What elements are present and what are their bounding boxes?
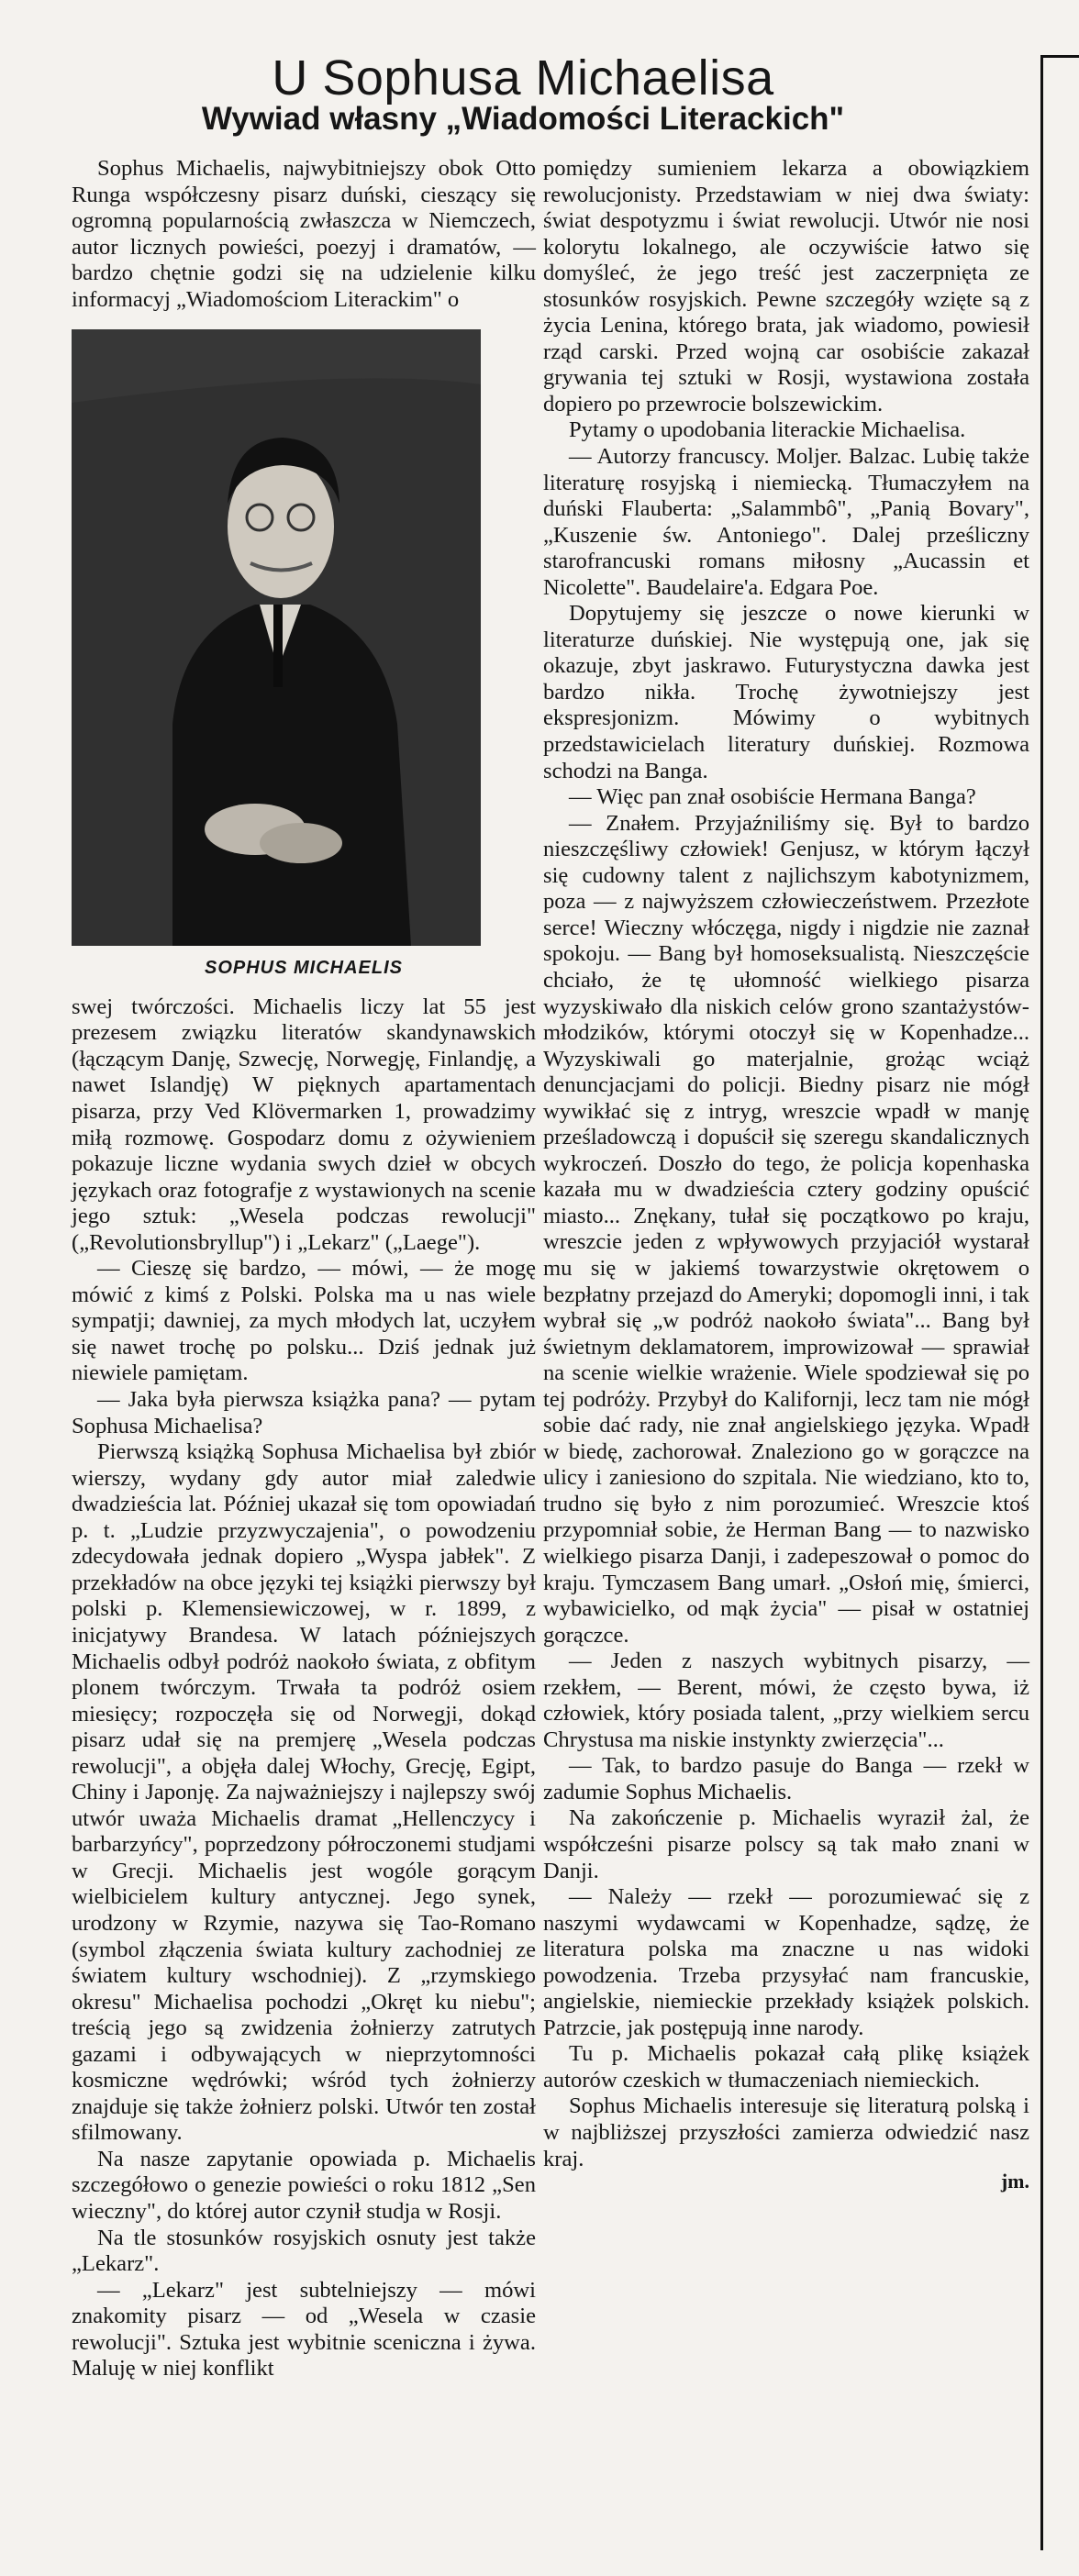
paragraph: — Cieszę się bardzo, — mówi, — że mogę mówić z kimś z Polski. Polska ma u nas wiele sympatji; dawniej, za mych młodych lat, uczyłem się nawet trochę po polsku... Dziś jednak już niewiele pamiętam.	[72, 1256, 536, 1386]
paragraph: swej twórczości. Michaelis liczy lat 55 jest prezesem związku literatów skandynawskich (łączącym Danję, Szwecję, Norwegję, Finlandję, a nawet Islandję) W pięknych apartamentach pisarza, przy Ved Klövermarken 1, prowadzimy miłą rozmowę. Gospodarz domu z ożywieniem pokazuje liczne wydania swych dzieł w obcych językach oraz fotografje z wystawionych na scenie jego sztuk: „Wesela podczas rewolucji" („Revolutionsbryllup") i „Lekarz" („Laege").	[72, 994, 536, 1255]
paragraph: Tu p. Michaelis pokazał całą plikę książek autorów czeskich w tłumaczeniach niemieckich.	[543, 2041, 1029, 2093]
paragraph: — Więc pan znał osobiście Hermana Banga?	[569, 784, 976, 810]
left-intro	[72, 156, 536, 313]
author-portrait-photo	[72, 329, 481, 946]
top-border-line	[1040, 55, 1079, 58]
left-body	[72, 994, 536, 2382]
right-body	[543, 156, 1029, 2172]
paragraph: — Tak, to bardzo pasuje do Banga — rzekł w zadumie Sophus Michaelis.	[543, 1753, 1029, 1804]
paragraph: — Znałem. Przyjaźniliśmy się. Był to bardzo nieszczęśliwy człowiek! Genjusz, w którym łączył się cudowny talent z najlichszym kabotynizmem, poza — z najwyższem człowieczeństwem. Przezłote serce! Wieczny włóczęga, nigdy i nigdzie nie zaznał spokoju. — Bang był homoseksualistą. Nieszczęście chciało, że tę ułomność wielkiego pisarza wyzyskiwało dla niskich celów grono szantażystów-młodzików, którymi otoczył się w Kopenhadze... Wyzyskiwali go materjalnie, grożąc wciąż denuncjacjami do policji. Biedny pisarz nie mógł wywikłać się z intryg, wreszcie wpadł w manję prześladowczą i dopuścił się szeregu skandalicznych wykroczeń. Doszło do tego, że policja kopenhaska kazała mu w dwadzieścia cztery godziny opuścić miasto... Znękany, tułał się początkowo po kraju, wreszcie jeden z wpływowych przyjaciół wystarał mu się w jakiemś towarzystwie okrętowem o bezpłatny przejazd do Ameryki; dopomogli inni, i tak wybrał się „w podróż naokoło świata"... Bang był świetnym deklamatorem, improwizował — sprawiał na scenie wielkie wrażenie. Wiele spodziewał się po tej podróży. Przybył do Kalifornji, lecz tam nie mógł sobie dać rady, nie znał angielskiego języka. Wpadł w biedę, zachorował. Znaleziono go w gorączce na ulicy i zaniesiono do szpitala. Nie wiedziano, kto to, trudno się było z nim porozumieć. Wreszcie ktoś przypomniał sobie, że Herman Bang — to nazwisko wielkiego pisarza Danji, i zadepeszował o pomoc do kraju. Tymczasem Bang umarł. „Osłoń mię, śmierci, wybawicielko, od mąk życia" — pisał w ostatniej gorączce.	[543, 810, 1029, 1648]
portrait-illustration	[72, 329, 481, 946]
paragraph: Na nasze zapytanie opowiada p. Michaelis szczegółowo o genezie powieści o roku 1812 „Sen wieczny", do której autor czynił studja w Rosji.	[72, 2146, 536, 2224]
article-subtitle: Wywiad własny „Wiadomości Literackich"	[201, 101, 845, 137]
paragraph: — Autorzy francuscy. Moljer. Balzac. Lubię także literaturę rosyjską i niemiecką. Tłumaczyłem na duński Flauberta: „Salammbô", „Panią Bovary", „Kuszenie św. Antoniego". Dalej prześliczny starofrancuski romans miłosny „Aucassin et Nicolette". Baudelaire'a. Edgara Poe.	[543, 444, 1029, 600]
right-column	[543, 156, 1029, 2195]
paragraph: pomiędzy sumieniem lekarza a obowiązkiem rewolucjonisty. Przedstawiam w niej dwa światy: świat despotyzmu i świat rewolucji. Utwór nie nosi kolorytu lokalnego, ale oczywiście łatwo się domyśleć, że jego treść jest zaczerpnięta ze stosunków rosyjskich. Pewne szczegóły wzięte są z życia Lenina, którego brata, jak wiadomo, powiesił rząd carski. Przed wojną car osobiście zakazał grywania tej sztuki w Rosji, wystawiona została dopiero po przewrocie bolszewickim.	[543, 156, 1029, 416]
paragraph: — Jeden z naszych wybitnych pisarzy, — rzekłem, — Berent, mówi, że często bywa, iż człowiek, który posiada talent, „przy wielkiem sercu Chrystusa ma niskie instynkty zwierzęcia"...	[543, 1649, 1029, 1752]
paragraph: Sophus Michaelis interesuje się literaturą polską i w najbliższej przyszłości zamierza odwiedzić nasz kraj.	[543, 2093, 1029, 2171]
paragraph: Na tle stosunków rosyjskich osnuty jest także „Lekarz".	[72, 2225, 536, 2277]
paragraph: Sophus Michaelis, najwybitniejszy obok Otto Runga współczesny pisarz duński, cieszący się ogromną popularnością zwłaszcza w Niemczech, autor licznych powieści, poezyj i dramatów, — bardzo chętnie godzi się na udzielenie kilku informacyj „Wiadomościom Literackim" o	[72, 156, 536, 312]
paragraph: — Jaka była pierwsza książka pana? — pytam Sophusa Michaelisa?	[72, 1387, 536, 1438]
paragraph: — Należy — rzekł — porozumiewać się z naszymi wydawcami w Kopenhadze, sądzę, że literatura polska ma znaczne u nas widoki powodzenia. Trzeba przysyłać nam francuskie, angielskie, niemieckie przekłady książek polskich. Patrzcie, jak postępują inne narody.	[543, 1884, 1029, 2040]
paragraph: Dopytujemy się jeszcze o nowe kierunki w literaturze duńskiej. Nie występują one, jak się okazuje, zbyt jaskrawo. Futurystyczna dawka jest bardzo nikła. Trochę żywotniejszy jest ekspresjonizm. Mówimy o wybitnych przedstawicielach literatury duńskiej. Rozmowa schodzi na Banga.	[543, 601, 1029, 783]
right-border-line	[1040, 55, 1043, 2550]
paragraph: — „Lekarz" jest subtelniejszy — mówi znakomity pisarz — od „Wesela w czasie rewolucji". Sztuka jest wybitnie sceniczna i żywa. Maluję w niej konflikt	[72, 2277, 536, 2382]
left-column	[72, 156, 536, 2382]
paragraph: Pytamy o upodobania literackie Michaelisa.	[569, 417, 966, 443]
photo-caption: SOPHUS MICHAELIS	[204, 958, 404, 979]
article-title: U Sophusa Michaelisa	[272, 50, 774, 106]
paragraph: Pierwszą książką Sophusa Michaelisa był zbiór wierszy, wydany gdy autor miał zaledwie dwadzieścia lat. Później ukazał się tom opowiadań p. t. „Ludzie przyzwyczajenia", o powodzeniu zdecydowała jednak dopiero „Wyspa jabłek". Z przekładów na obce języki tej książki pierwszy był polski p. Klemensiewiczowej, w r. 1899, z inicjatywy Brandesa. W latach późniejszych Michaelis odbył podróż naokoło świata, z obfitym plonem twórczym. Trwała ta podróż osiem miesięcy; rozpoczęła się od Norwegji, dokąd pisarz udał się na premjerę „Wesela podczas rewolucji", a objęła dalej Włochy, Grecję, Egipt, Chiny i Japonję. Za najważniejszy i najlepszy swój utwór uważa Michaelis dramat „Hellenczycy i barbarzyńcy", poprzedzony półroczonemi studjami w Grecji. Michaelis jest wogóle gorącym wielbicielem kultury antycznej. Jego synek, urodzony w Rzymie, nazywa się Tao-Romano (symbol złączenia świata kultury zachodniej ze światem kultury wschodniej). Z „rzymskiego okresu" Michaelisa pochodzi „Okręt ku niebu"; treścią jego są zwidzenia żołnierzy zatrutych gazami i odbywających w nieprzytomności kosmiczne wędrówki; wśród tych żołnierzy znajduje się także żołnierz polski. Utwór ten został sfilmowany.	[72, 1439, 536, 2146]
paragraph: Na zakończenie p. Michaelis wyraził żal, że współcześni pisarze polscy są tak mało znani w Danji.	[543, 1805, 1029, 1883]
author-signature: jm.	[1000, 2170, 1029, 2193]
